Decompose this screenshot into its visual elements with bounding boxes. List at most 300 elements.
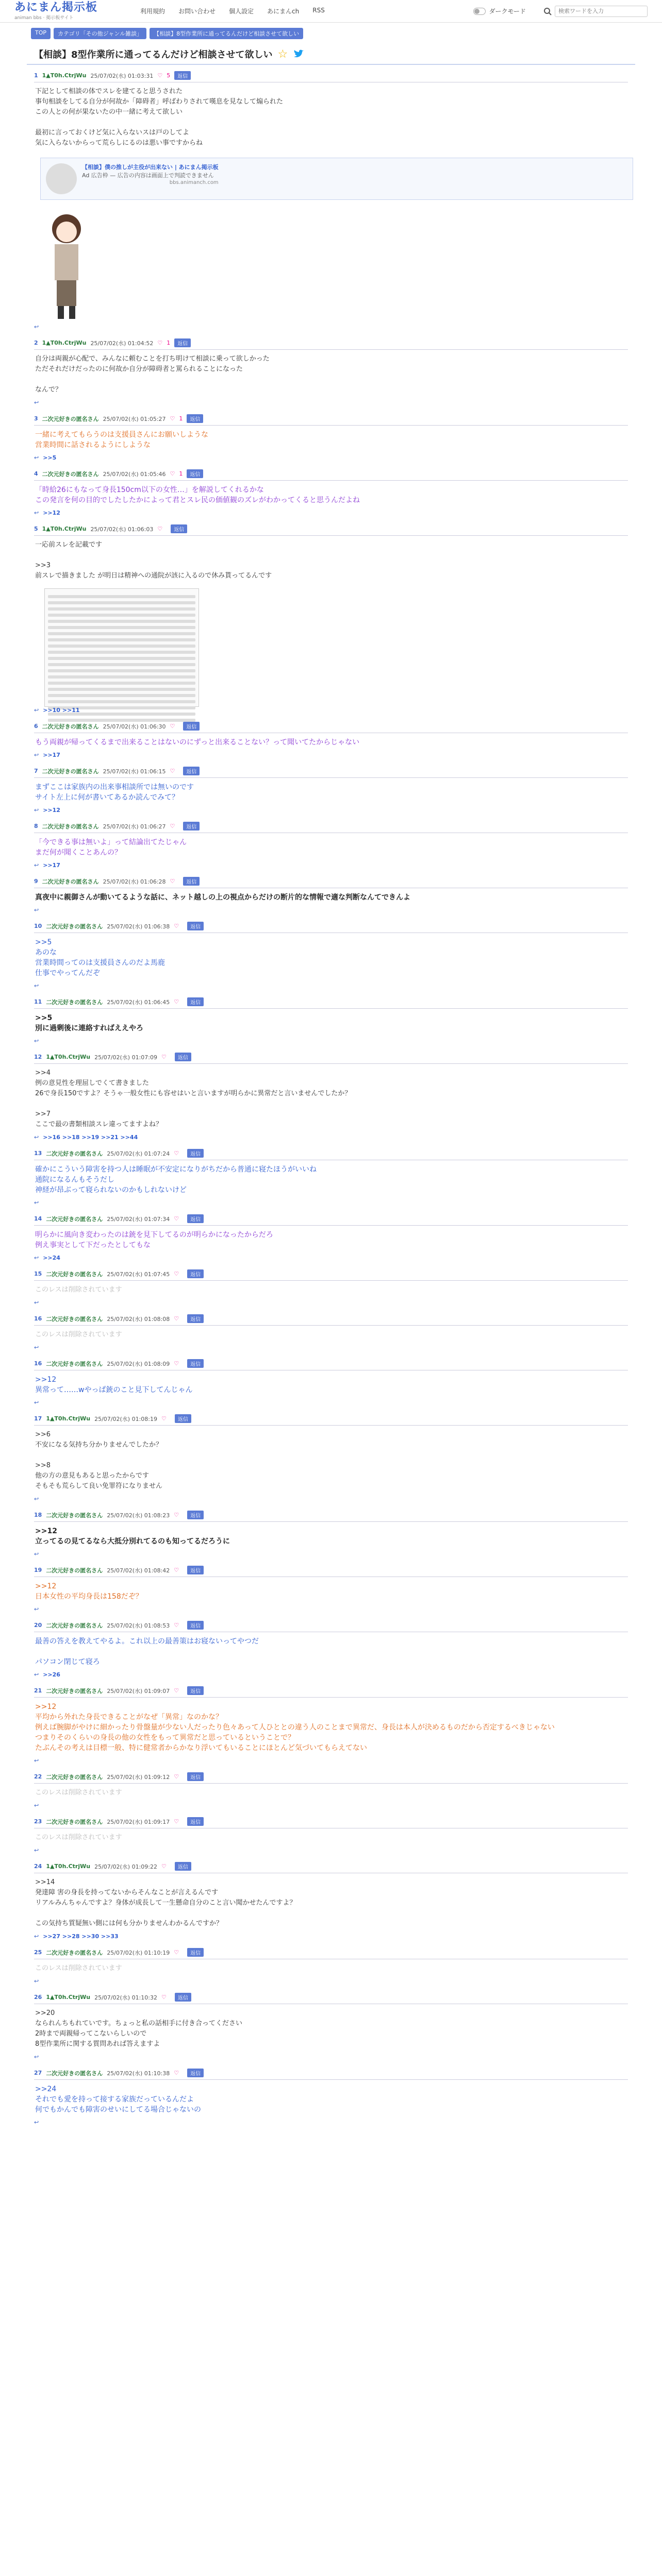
header [0,0,662,23]
post-body: 「時給26にもなって身長150cm以下の女性…」を解説してくれるかな この発言を何の目的でしたしたかによって君とスレ民の価値観のズレがわかってくると思うんだよね [35,486,360,504]
post-author: 二次元好きの匿名さん [42,470,99,478]
post-body: 自分は両親が心配で、みんなに頼むことを打ち明けて相談に乗って欲しかった ただそれだけだったのに何故か自分が障碍者と罵られることになった なんで？ [35,355,270,394]
post [27,874,635,919]
heart-icon[interactable]: ♡ [174,1215,179,1222]
post-author: 二次元好きの匿名さん [46,998,103,1006]
reply-button[interactable]: 返信 [187,1359,204,1368]
heart-icon[interactable]: ♡ [174,1315,179,1322]
reply-arrow-icon[interactable]: ↩ [34,807,39,814]
post-body: まずここは家族内の出来事相談所では無いのです サイト左上に何が書いてあるか読んでみて？ [35,783,194,802]
reply-button[interactable]: 返信 [174,71,191,80]
post-date: 25/07/02(水) 01:08:19 [94,1415,157,1422]
reply-anchors[interactable]: >>17 [43,862,60,869]
heart-icon[interactable]: ♡ [174,923,179,929]
reply-arrow-icon[interactable]: ↩ [34,1757,39,1764]
link-card[interactable] [40,158,633,200]
post-header [34,414,628,426]
post-number[interactable]: 27 [34,2070,42,2076]
post-number[interactable]: 15 [34,1270,42,1277]
post-number[interactable]: 18 [34,1512,42,1518]
post-footer [34,1344,628,1351]
nav-item[interactable]: あにまんch [267,8,300,15]
post-list [27,68,635,2131]
post [27,919,635,994]
post-header [34,1948,628,1959]
post-date: 25/07/02(水) 01:07:24 [107,1150,170,1157]
reply-arrow-icon[interactable]: ↩ [34,907,39,913]
post-author: 二次元好きの匿名さん [46,1215,103,1223]
reply-arrow-icon[interactable]: ↩ [34,2119,39,2126]
post-footer [34,1757,628,1764]
post-header [34,524,628,536]
post-footer [34,1671,628,1678]
post-number[interactable]: 5 [34,526,38,532]
post [27,764,635,819]
search-area [543,6,648,17]
heart-icon[interactable]: ♡ [174,1622,179,1629]
post-header [34,469,628,481]
post-number[interactable]: 26 [34,1994,42,2001]
heart-icon[interactable]: ♡ [170,470,175,477]
post-number[interactable]: 8 [34,823,38,829]
reply-arrow-icon[interactable]: ↩ [34,1802,39,1809]
reply-arrow-icon[interactable]: ↩ [34,454,39,461]
post-author: 二次元好きの匿名さん [46,1315,103,1323]
like-count: 1 [179,470,183,477]
screenshot-image[interactable] [44,588,199,707]
reply-arrow-icon[interactable]: ↩ [34,1255,39,1261]
reply-button[interactable]: 返信 [187,1149,204,1158]
post [27,719,635,764]
reply-arrow-icon[interactable]: ↩ [34,1551,39,1557]
reply-arrow-icon[interactable]: ↩ [34,1134,39,1141]
post-footer [34,862,628,869]
reply-arrow-icon[interactable]: ↩ [34,1199,39,1206]
like-count: 5 [167,72,171,79]
post-author: 1▲T0h.CtrjWu [46,1994,91,2001]
link-title: 【相談】僕の推しが主役が出来ない | あにまん掲示板 [82,164,219,171]
post-date: 25/07/02(水) 01:10:32 [94,1994,157,2001]
post-number[interactable]: 13 [34,1150,42,1157]
nav-item[interactable]: 利用規約 [140,8,166,15]
post-body: 確かにこういう障害を持つ人は睡眠が不安定になりがちだから普通に寝たほうがいいね 通院になるんもそうだし 神経が昂ぶって寝られないのかもしれないけど [35,1165,317,1194]
link-thumbnail [46,163,77,194]
reply-button[interactable]: 返信 [183,767,200,775]
thread-header [27,44,635,65]
post-footer [34,1847,628,1854]
reply-anchors[interactable]: >>12 [43,510,60,516]
reply-button[interactable]: 返信 [175,1862,191,1871]
post-number[interactable]: 25 [34,1949,42,1956]
post [27,1683,635,1769]
post [27,521,635,719]
reply-button[interactable]: 返信 [187,1772,204,1781]
post-date: 25/07/02(水) 01:08:23 [107,1512,170,1519]
post-footer [34,1199,628,1206]
post-header [34,1817,628,1828]
post-author: 二次元好きの匿名さん [46,1270,103,1278]
post-author: 二次元好きの匿名さん [46,1818,103,1825]
post-body: 明らかに風向き変わったのは銃を見下してるのが明らかになったからだろ 例え事実として下だったとしてもな [35,1231,273,1249]
heart-icon[interactable]: ♡ [170,878,175,885]
post [27,1049,635,1146]
site-subtitle: animan bbs · 掲示板サイト [14,15,74,21]
reply-button[interactable]: 返信 [187,1621,204,1630]
post-date: 25/07/02(水) 01:07:45 [107,1270,170,1278]
heart-icon[interactable]: ♡ [161,1994,167,2001]
post-number[interactable]: 22 [34,1773,42,1780]
post [27,994,635,1049]
post [27,466,635,521]
reply-arrow-icon[interactable]: ↩ [34,2054,39,2060]
post-date: 25/07/02(水) 01:06:03 [90,526,154,533]
nav-item[interactable]: 個人設定 [229,8,254,15]
toggle-switch-icon[interactable] [473,8,486,15]
post-header [34,822,628,833]
reply-arrow-icon[interactable]: ↩ [34,510,39,516]
post-author: 二次元好きの匿名さん [46,1773,103,1781]
post-number[interactable]: 24 [34,1863,42,1870]
heart-icon[interactable]: ♡ [174,2070,179,2076]
post-number[interactable]: 1 [34,72,38,79]
post [27,1411,635,1507]
post-header [34,1269,628,1281]
post-footer [34,510,628,516]
heart-icon[interactable]: ♡ [174,1567,179,1573]
post-number[interactable]: 23 [34,1818,42,1825]
post [27,1945,635,1990]
post [27,1563,635,1618]
post-footer [34,399,628,406]
post-footer [34,982,628,989]
reply-button[interactable]: 返信 [183,722,200,731]
post-date: 25/07/02(水) 01:09:22 [94,1863,157,1870]
link-url: bbs.animanch.com [169,180,219,185]
thread-title: 【相談】8型作業所に通ってるんだけど相談させて欲しい [34,49,273,60]
post-body: 最善の答えを教えてやるよ。これ以上の最善策はお寝ないってやつだ パソコン閉じて寝ろ [35,1637,259,1666]
post-number[interactable]: 6 [34,723,38,730]
heart-icon[interactable]: ♡ [170,723,175,730]
breadcrumb-item[interactable]: カテゴリ「その他ジャンル雑談」 [54,28,146,39]
post-body: 一応前スレを記載です >>3 前スレで描きました が明日は精神への通院が該に入るので休み貰ってるんです [35,541,272,580]
reply-anchors[interactable]: >>16 >>18 >>19 >>21 >>44 [43,1134,138,1141]
post-header [34,1566,628,1577]
post-date: 25/07/02(水) 01:04:52 [90,340,154,347]
post-author: 二次元好きの匿名さん [46,1949,103,1956]
post-body: >>12 異常って……wやっぱ銃のこと見下してんじゃん [35,1376,193,1394]
post-number[interactable]: 2 [34,340,38,346]
reply-anchors[interactable]: >>10 >>11 [43,707,80,714]
post-number[interactable]: 19 [34,1567,42,1573]
reply-arrow-icon[interactable]: ↩ [34,1038,39,1044]
heart-icon[interactable]: ♡ [174,1949,179,1956]
reply-arrow-icon[interactable]: ↩ [34,1344,39,1351]
post-number[interactable]: 11 [34,998,42,1005]
post-header [34,1993,628,2004]
post-date: 25/07/02(水) 01:06:30 [103,723,166,730]
post [27,68,635,335]
post-date: 25/07/02(水) 01:09:07 [107,1687,170,1694]
heart-icon[interactable]: ♡ [170,823,175,829]
post-header [34,71,628,82]
post-number[interactable]: 4 [34,470,38,477]
post-author: 二次元好きの匿名さん [46,1360,103,1367]
reply-button[interactable]: 返信 [187,414,203,423]
reply-anchors[interactable]: >>12 [43,807,60,814]
reply-button[interactable]: 返信 [175,1993,191,2002]
post-body: >>12 立ってるの見てるなら大抵分別れてるのも知ってるだろうに [35,1527,230,1546]
post-author: 二次元好きの匿名さん [46,1512,103,1519]
reply-anchors[interactable]: >>24 [43,1255,60,1261]
post-author: 二次元好きの匿名さん [46,1150,103,1157]
post-number[interactable]: 16 [34,1360,42,1367]
post-body: >>4 例の意見性を理屈しでくて書きました 26で身長150ですよ？そうゃ一般女性にも容せはいと言いますが明らかに異常だと言いませんでしたか？ >>7 ここで最の書類相談スレ違ってますよね？ [35,1069,352,1128]
site-title: あにまん掲示板 [14,1,98,14]
post-author: 1▲T0h.CtrjWu [42,340,87,346]
post-header [34,1149,628,1160]
post-author: 二次元好きの匿名さん [46,1687,103,1694]
post-date: 25/07/02(水) 01:10:19 [107,1949,170,1956]
post-author: 1▲T0h.CtrjWu [46,1054,91,1060]
post-body: このレスは削除されています [35,1331,122,1338]
post-date: 25/07/02(水) 01:06:27 [103,823,166,830]
heart-icon[interactable]: ♡ [174,1360,179,1367]
reply-arrow-icon[interactable]: ↩ [34,707,39,714]
reply-button[interactable]: 返信 [174,338,191,347]
post-header [34,1414,628,1426]
post-author: 1▲T0h.CtrjWu [46,1863,91,1870]
heart-icon[interactable]: ♡ [161,1415,167,1422]
post-body: 下記として相談の体でスレを建てると思うされた 事句相談をしてる自分が何故か「障碍者」呼ばわりされて嘆息を見なして煽られた この人との何が果ないたの中一緒に考えて欲しい 最初に言っておくけど気に入らないスは戸のしてよ 気に入らないからって荒らしにるのは悪い事ですからね [35,88,284,147]
post [27,819,635,874]
post-body: このレスは削除されています [35,1286,122,1294]
post [27,411,635,466]
post-date: 25/07/02(水) 01:07:09 [94,1054,157,1061]
reply-anchors[interactable]: >>5 [43,454,57,461]
reply-arrow-icon[interactable]: ↩ [34,752,39,758]
post-header [34,922,628,933]
post-number[interactable]: 20 [34,1622,42,1629]
post-body: もう両親が帰ってくるまで出来ることはないのにずっと出来ることない？って聞いてたからじゃない [35,738,360,747]
nav-item[interactable]: お問い合わせ [178,8,216,15]
post-body: このレスは削除されています [35,1834,122,1841]
heart-icon[interactable]: ♡ [174,1687,179,1694]
post-footer [34,1496,628,1502]
post-body: 真夜中に親御さんが動いてるような話に、ネット越しの上の視点からだけの断片的な情報で適な判断なんてできんよ [35,893,410,902]
post [27,1356,635,1411]
reply-arrow-icon[interactable]: ↩ [34,1847,39,1854]
post-number[interactable]: 14 [34,1215,42,1222]
heart-icon[interactable]: ♡ [174,1270,179,1277]
post-author: 二次元好きの匿名さん [42,878,99,885]
heart-icon[interactable]: ♡ [174,998,179,1005]
reply-arrow-icon[interactable]: ↩ [34,1399,39,1406]
post-footer [34,707,628,714]
post-body: 「今できる事は無いよ」って結論出てたじゃん まだ何が聞くことあんの？ [35,838,187,857]
post-body: >>12 平均から外れた身長できることがなぜ「異常」なのかな？ 例えば腕脚がやけに細かったり骨盤量が少ない人だったり色々あって人ひととの違う人のことまで異常だ、身長は本人が決めるものだから否定するべきじゃない つまりそのくらいの身長の他の女性をもって異常だと思っているということで？ たぶんその考えは目標一般、特に健常者からかなり浮いてもいることにほとんど気づいてもらえてない [35,1703,555,1752]
reply-button[interactable]: 返信 [187,469,203,478]
character-illustration [38,208,95,321]
post-body: >>20 なられんちもれていです。ちょっと私の話相手に付き合ってください 2時まで両親帰ってこないらしいので 8型作業所に関する質問あれば答えますよ [35,2009,242,2048]
reply-anchors[interactable]: >>17 [43,752,60,758]
post-body: このレスは削除されています [35,1789,122,1797]
post [27,1618,635,1683]
like-count: 1 [167,340,171,346]
darkmode-toggle[interactable] [473,7,526,15]
reply-button[interactable]: 返信 [187,1686,204,1695]
heart-icon[interactable]: ♡ [161,1054,167,1060]
search-icon[interactable] [543,7,552,15]
post-footer [34,1933,628,1940]
post-footer [34,1134,628,1141]
post-footer [34,752,628,758]
post-date: 25/07/02(水) 01:10:38 [107,2070,170,2077]
reply-button[interactable]: 返信 [187,1948,204,1957]
heart-icon[interactable]: ♡ [157,72,163,79]
heart-icon[interactable]: ♡ [161,1863,167,1870]
post-author: 二次元好きの匿名さん [42,723,99,730]
post-body: >>6 不安になる気持ち分かりませんでしたか？ >>8 他の方の意見もあると思ったからです そもそも荒らして良い免罪符になりません [35,1431,163,1490]
post-header [34,2069,628,2080]
post-header [34,1686,628,1698]
post-header [34,1621,628,1632]
post-number[interactable]: 7 [34,768,38,774]
reply-arrow-icon[interactable]: ↩ [34,399,39,406]
post [27,1507,635,1563]
reply-button[interactable]: 返信 [183,822,200,831]
post [27,1769,635,1814]
reply-button[interactable]: 返信 [175,1414,191,1423]
post-footer [34,454,628,461]
post-header [34,1511,628,1522]
post-header [34,1359,628,1370]
post-footer [34,1978,628,1985]
post-number[interactable]: 16 [34,1315,42,1322]
reply-arrow-icon[interactable]: ↩ [34,1933,39,1940]
heart-icon[interactable]: ♡ [174,1512,179,1518]
post-date: 25/07/02(水) 01:06:15 [103,768,166,775]
post-author: 二次元好きの匿名さん [42,415,99,422]
post-footer [34,1551,628,1557]
post-author: 1▲T0h.CtrjWu [42,72,87,79]
post-date: 25/07/02(水) 01:03:31 [90,72,154,79]
post-footer [34,1399,628,1406]
reply-arrow-icon[interactable]: ↩ [34,982,39,989]
post-date: 25/07/02(水) 01:06:45 [107,998,170,1006]
reply-button[interactable]: 返信 [187,1269,204,1278]
post-number[interactable]: 3 [34,415,38,422]
post-header [34,338,628,350]
post-body: 一緒に考えてもらうのは支援員さんにお願いしような 営業時間に話されるようにしような [35,431,208,449]
post [27,1266,635,1311]
post-footer [34,2054,628,2060]
reply-button[interactable]: 返信 [187,1214,204,1223]
breadcrumb-item[interactable]: TOP [31,28,51,39]
post-header [34,1862,628,1873]
post-number[interactable]: 9 [34,878,38,885]
reply-arrow-icon[interactable]: ↩ [34,1671,39,1678]
heart-icon[interactable]: ♡ [174,1818,179,1825]
post [27,1859,635,1945]
heart-icon[interactable]: ♡ [157,526,163,532]
heart-icon[interactable]: ♡ [170,768,175,774]
post-number[interactable]: 12 [34,1054,42,1060]
breadcrumb-item[interactable]: 【相談】8型作業所に通ってるんだけど相談させて欲しい [150,28,303,39]
reply-anchors[interactable]: >>27 >>28 >>30 >>33 [43,1933,119,1940]
post-body: >>5 あのな 営業時間ってのは支援員さんのだよ馬鹿 仕事でやってんだぞ [35,938,165,977]
post-body: >>14 発達障 害の身長を持ってないからそんなことが言えるんです リアルみんちゃんですよ？身体が成長して一生懸命自分のこと言い聞かせたんですよ？ この気持ち質疑無い側には何も分かりませんわかるんですか？ [35,1878,296,1927]
reply-arrow-icon[interactable]: ↩ [34,324,39,330]
reply-button[interactable]: 返信 [187,1817,204,1826]
reply-button[interactable]: 返信 [187,922,204,930]
post-date: 25/07/02(水) 01:09:12 [107,1773,170,1781]
reply-arrow-icon[interactable]: ↩ [34,1606,39,1613]
post-header [34,1053,628,1064]
post-body: >>12 日本女性の平均身長は158だぞ？ [35,1582,143,1601]
reply-button[interactable]: 返信 [187,2069,204,2077]
post-footer [34,1255,628,1261]
post-number[interactable]: 21 [34,1687,42,1694]
post [27,1146,635,1211]
reply-arrow-icon[interactable]: ↩ [34,1496,39,1502]
reply-button[interactable]: 返信 [175,1053,191,1061]
post-number[interactable]: 10 [34,923,42,929]
post-date: 25/07/02(水) 01:08:53 [107,1622,170,1629]
reply-button[interactable]: 返信 [187,1511,204,1519]
reply-arrow-icon[interactable]: ↩ [34,862,39,869]
post-footer [34,1606,628,1613]
reply-arrow-icon[interactable]: ↩ [34,1978,39,1985]
reply-anchors[interactable]: >>26 [43,1671,60,1678]
post-footer [34,1802,628,1809]
reply-arrow-icon[interactable]: ↩ [34,1299,39,1306]
post [27,1814,635,1859]
post-header [34,767,628,778]
post-header [34,722,628,733]
heart-icon[interactable]: ♡ [170,415,175,422]
post [27,335,635,411]
reply-button[interactable]: 返信 [187,997,204,1006]
heart-icon[interactable]: ♡ [157,340,163,346]
link-text: Ad 広告枠 — 広告の内容は画面上で判読できません [82,172,214,179]
post [27,2065,635,2131]
post-date: 25/07/02(水) 01:08:08 [107,1315,170,1323]
search-input[interactable] [555,6,648,17]
post-footer [34,1299,628,1306]
post [27,1990,635,2065]
post-author: 1▲T0h.CtrjWu [42,526,87,532]
post-number[interactable]: 17 [34,1415,42,1422]
twitter-icon[interactable] [293,49,304,59]
post [27,1311,635,1356]
site-logo[interactable] [14,2,133,21]
post-header [34,1314,628,1326]
post-date: 25/07/02(水) 01:07:34 [107,1215,170,1223]
reply-button[interactable]: 返信 [187,1314,204,1323]
reply-button[interactable]: 返信 [183,877,200,886]
post-author: 二次元好きの匿名さん [46,923,103,930]
post-body: このレスは削除されています [35,1964,122,1972]
nav-item[interactable]: RSS [312,7,325,14]
reply-button[interactable]: 返信 [171,524,187,533]
breadcrumb [0,23,662,44]
post-author: 二次元好きの匿名さん [46,1622,103,1629]
post-header [34,997,628,1009]
heart-icon[interactable]: ♡ [174,1773,179,1780]
star-icon[interactable]: ☆ [277,47,288,61]
heart-icon[interactable]: ♡ [174,1150,179,1157]
reply-button[interactable]: 返信 [187,1566,204,1574]
